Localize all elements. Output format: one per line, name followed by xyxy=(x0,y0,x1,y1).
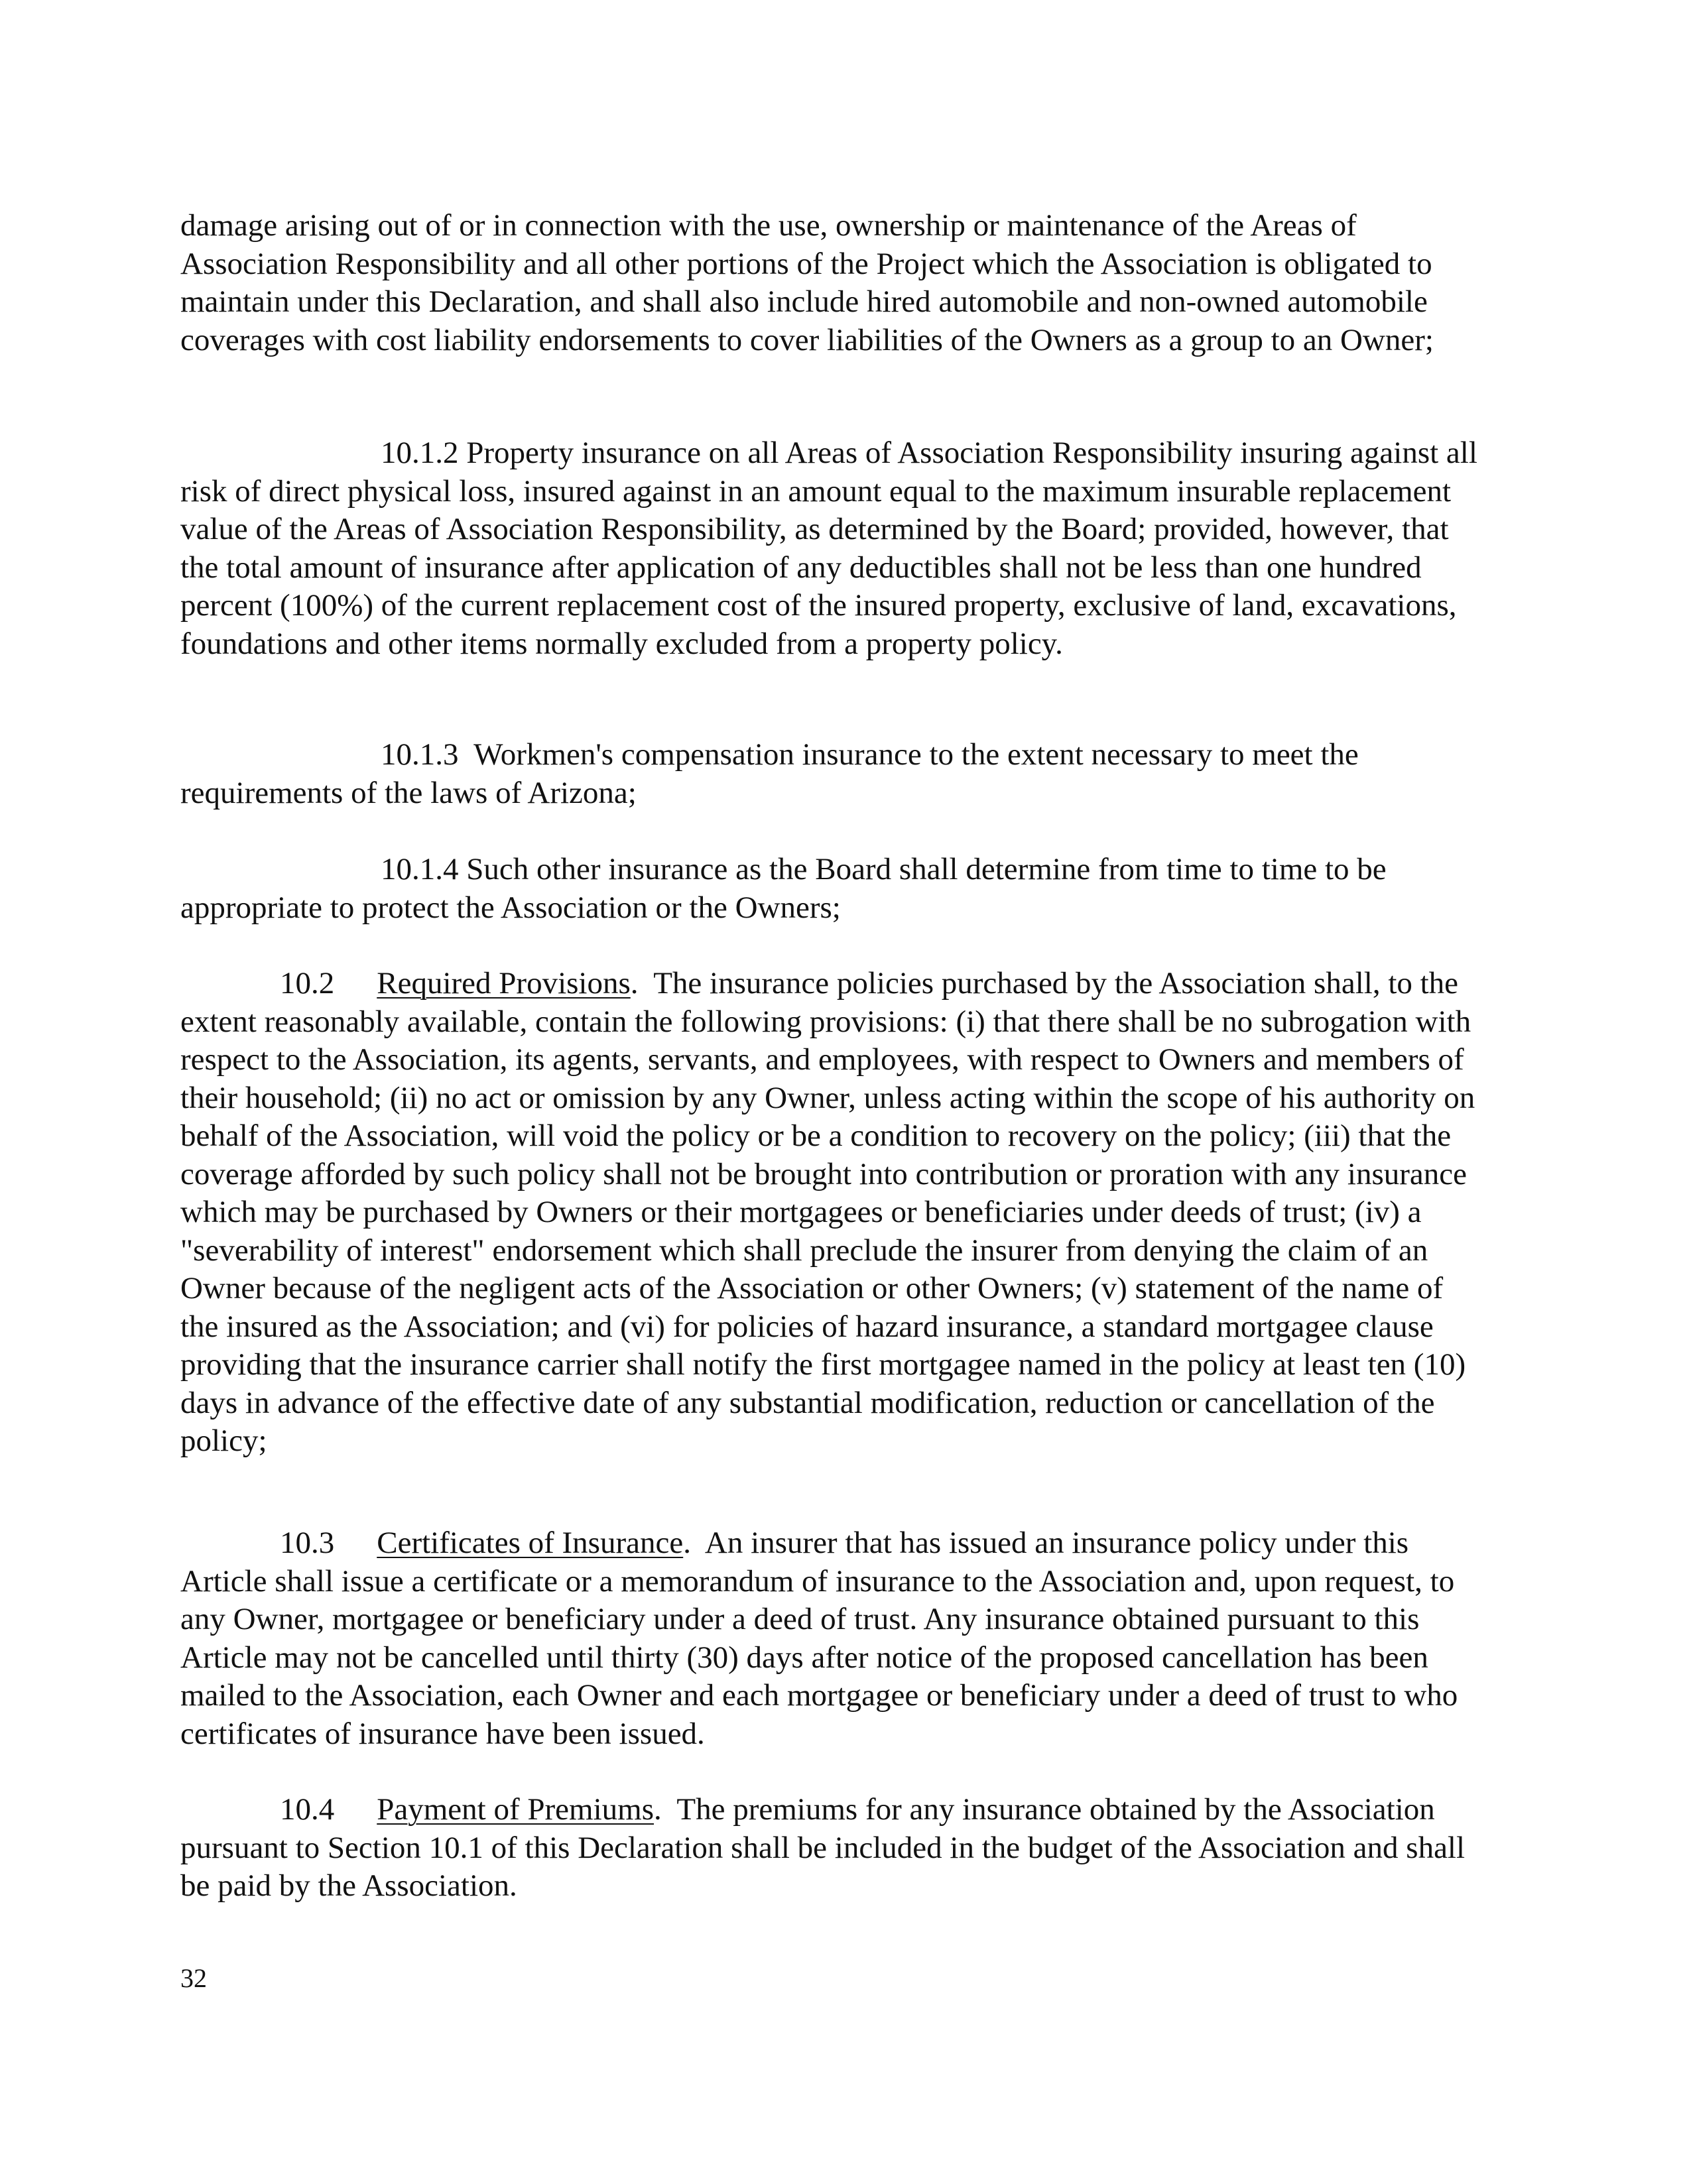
section-heading: Payment of Premiums xyxy=(377,1792,654,1827)
paragraph-text: Workmen's compensation insurance to the extent necessary to meet the requirements of the laws of Arizona; xyxy=(180,737,1359,810)
paragraph-10-4: 10.4 Payment of Premiums. The premiums for any insurance obtained by the Association pursuant to Section 10.1 of this Declaration shall be included in the budget of the Association and shall be paid by the Association. xyxy=(180,1792,1466,1903)
section-number: 10.3 xyxy=(280,1526,335,1560)
section-number: 10.1.2 xyxy=(381,436,459,470)
paragraph-text: The premiums for any insurance obtained by the Association pursuant to Section 10.1 of this Declaration shall be included in the budget of the Association and shall be paid by the Association. xyxy=(180,1792,1466,1903)
paragraph-text: Such other insurance as the Board shall determine from time to time to be appropriate to protect the Association or the Owners; xyxy=(180,852,1387,925)
paragraph-10-1-2 xyxy=(180,434,1480,663)
paragraph-text: An insurer that has issued an insurance policy under this Article shall issue a certificate or a memorandum of insurance to the Association and, upon request, to any Owner, mortgagee or beneficiary under a deed of trust. Any insurance obtained pursuant to this Article may not be cancelled until thirty (30) days after notice of the proposed cancellation has been mailed to the Association, each Owner and each mortgagee or beneficiary under a deed of trust to who certificates of insurance have been issued. xyxy=(180,1526,1458,1751)
section-number: 10.4 xyxy=(280,1792,335,1827)
paragraph-text: Property insurance on all Areas of Association Responsibility insuring against all risk of direct physical loss, insured against in an amount equal to the maximum insurable replacement value of the Areas of Association Responsibility, as determined by the Board; provided, however, that the total amount of insurance after application of any deductibles shall not be less than one hundred percent (100%) of the current replacement cost of the insured property, exclusive of land, excavations, foundations and other items normally excluded from a property policy. xyxy=(180,436,1477,661)
section-number: 10.1.3 xyxy=(381,737,459,772)
paragraph-10-1-3 xyxy=(180,736,1480,812)
paragraph-10-1-4 xyxy=(180,851,1480,927)
section-heading: Required Provisions xyxy=(377,966,631,1001)
section-heading: Certificates of Insurance xyxy=(377,1526,684,1560)
section-number: 10.1.4 xyxy=(381,852,459,886)
paragraph-text: damage arising out of or in connection with the use, ownership or maintenance of the Areas of Association Responsibility and all other portions of the Project which the Association is obligated to maintain under this Declaration, and shall also include hired automobile and non-owned automobile coverages with cost liability endorsements to cover liabilities of the Owners as a group to an Owner; xyxy=(180,208,1434,357)
paragraph-continuation xyxy=(180,207,1480,359)
paragraph-text: The insurance policies purchased by the Association shall, to the extent reasonably available, contain the following provisions: (i) that there shall be no subrogation with respect to the Association, its agents, servants, and employees, with respect to Owners and members of their household; (ii) no act or omission by any Owner, unless acting within the scope of his authority on behalf of the Association, will void the policy or be a condition to recovery on the policy; (iii) that the coverage afforded by such policy shall not be brought into contribution or proration with any insurance which may be purchased by Owners or their mortgagees or beneficiaries under deeds of trust; (iv) a "severability of interest" endorsement which shall preclude the insurer from denying the claim of an Owner because of the negligent acts of the Association or other Owners; (v) statement of the name of the insured as the Association; and (vi) for policies of hazard insurance, a standard mortgagee clause providing that the insurance carrier shall notify the first mortgagee named in the policy at least ten (10) days in advance of the effective date of any substantial modification, reduction or cancellation of the policy; xyxy=(180,966,1475,1458)
section-number: 10.2 xyxy=(280,966,335,1001)
paragraph-10-3: 10.3 Certificates of Insurance. An insurer that has issued an insurance policy under this Article shall issue a certificate or a memorandum of insurance to the Association and, upon request, to any Owner, mortgagee or beneficiary under a deed of trust. Any insurance obtained pursuant to this Article may not be cancelled until thirty (30) days after notice of the proposed cancellation has been mailed to the Association, each Owner and each mortgagee or beneficiary under a deed of trust to who certificates of insurance have been issued. xyxy=(180,1526,1458,1751)
paragraph-10-2: 10.2 Required Provisions. The insurance policies purchased by the Association shall, to the extent reasonably available, contain the following provisions: (i) that there shall be no subrogation with respect to the Association, its agents, servants, and employees, with respect to Owners and members of their household; (ii) no act or omission by any Owner, unless acting within the scope of his authority on behalf of the Association, will void the policy or be a condition to recovery on the policy; (iii) that the coverage afforded by such policy shall not be brought into contribution or proration with any insurance which may be purchased by Owners or their mortgagees or beneficiaries under deeds of trust; (iv) a "severability of interest" endorsement which shall preclude the insurer from denying the claim of an Owner because of the negligent acts of the Association or other Owners; (v) statement of the name of the insured as the Association; and (vi) for policies of hazard insurance, a standard mortgagee clause providing that the insurance carrier shall notify the first mortgagee named in the policy at least ten (10) days in advance of the effective date of any substantial modification, reduction or cancellation of the policy; xyxy=(180,966,1475,1458)
page-number: 32 xyxy=(180,1963,207,1993)
